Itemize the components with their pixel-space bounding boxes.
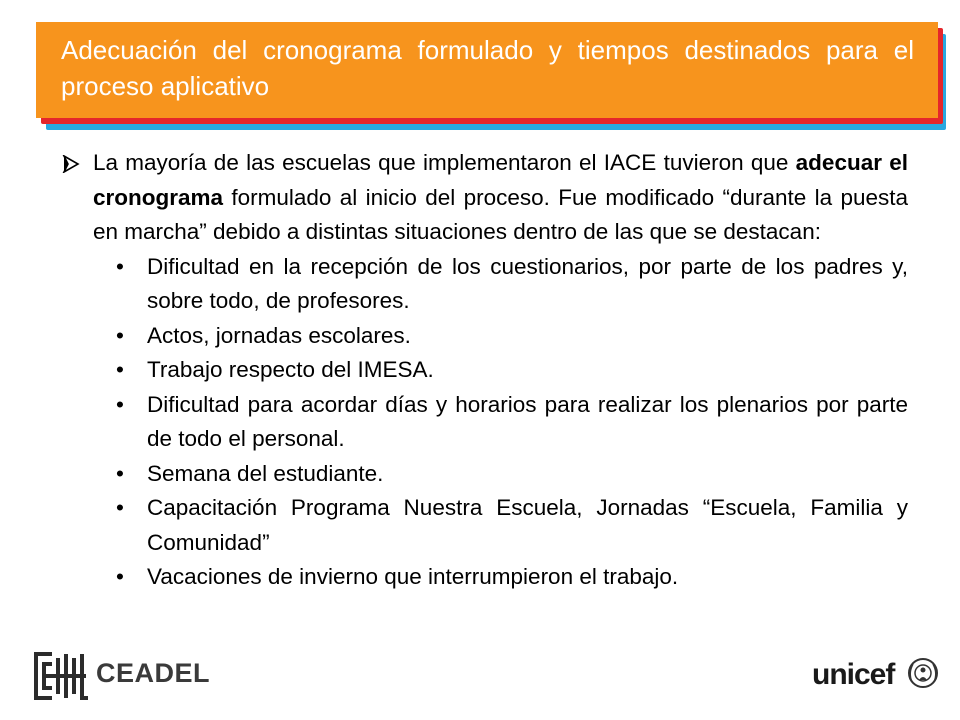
list-item xyxy=(62,491,908,560)
arrow-bullet-icon xyxy=(62,155,80,173)
bullet-dot-icon: • xyxy=(116,357,124,382)
bullet-dot-icon: • xyxy=(116,460,124,486)
list-item-text: Vacaciones de invierno que interrumpieron el trabajo. xyxy=(147,564,679,589)
list-item-text: Dificultad para acordar días y horarios para realizar los plenarios por parte de todo el personal. xyxy=(147,391,908,451)
list-item xyxy=(62,388,908,457)
ceadel-logo xyxy=(30,648,230,704)
list-item-text: Capacitación Programa Nuestra Escuela, Jornadas “Escuela, Familia y Comunidad” xyxy=(147,495,908,555)
list-item-text: Actos, jornadas escolares. xyxy=(147,322,411,348)
slide-title xyxy=(36,22,938,118)
intro-paragraph xyxy=(62,146,908,250)
list-item-text: Semana del estudiante. xyxy=(147,460,384,486)
title-line-1: Adecuación del cronograma formulado y tiempos xyxy=(61,35,669,65)
list-item xyxy=(62,250,908,319)
title-line-2: destinados para el proceso aplicativo xyxy=(61,35,914,101)
list-item xyxy=(62,560,908,595)
unicef-emblem-icon xyxy=(906,656,940,690)
bullet-dot-icon: • xyxy=(116,495,124,520)
intro-text-start: La mayoría de las escuelas que implementaron el IACE tuvieron que xyxy=(93,150,796,175)
unicef-logo xyxy=(812,652,942,698)
list-item xyxy=(62,457,908,492)
bullet-dot-icon: • xyxy=(116,391,124,417)
list-item xyxy=(62,319,908,354)
list-item-text: Dificultad en la recepción de los cuestionarios, por parte de los padres y, sobre todo, de profesores. xyxy=(147,253,908,313)
bullet-list xyxy=(62,250,908,595)
list-item-text: Trabajo respecto del IMESA. xyxy=(147,357,434,382)
bullet-dot-icon: • xyxy=(116,322,124,348)
unicef-wordmark: unicef xyxy=(812,658,895,691)
slide-content xyxy=(62,146,908,595)
intro-text-end: formulado al inicio del proceso. Fue modificado “durante la puesta en marcha” debido a distintas situaciones dentro de las que se destacan: xyxy=(93,184,908,244)
bullet-dot-icon: • xyxy=(116,564,124,589)
ceadel-wordmark: CEADEL xyxy=(96,658,211,688)
list-item xyxy=(62,353,908,388)
ceadel-mark-icon xyxy=(30,648,90,704)
bullet-dot-icon: • xyxy=(116,253,124,279)
intro-text-bold: adecuar el cronograma xyxy=(93,150,908,210)
